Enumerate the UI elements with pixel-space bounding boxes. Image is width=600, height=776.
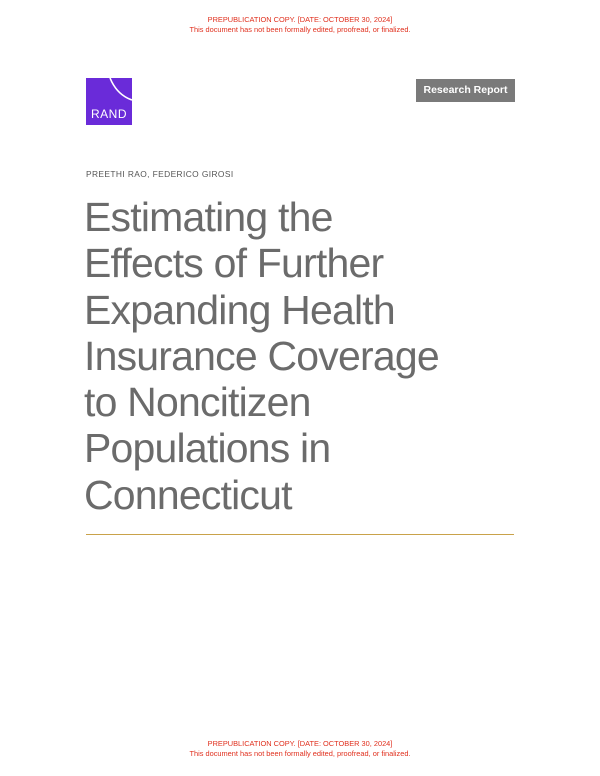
title-line: Populations in: [84, 425, 331, 472]
prepublication-notice-bottom: [0, 739, 600, 758]
notice-line-2: This document has not been formally edited, proofread, or finalized.: [189, 24, 411, 34]
notice-line-2: This document has not been formally edited, proofread, or finalized.: [189, 748, 411, 758]
notice-line-1: PREPUBLICATION COPY. [DATE: OCTOBER 30, 2024]: [207, 739, 393, 748]
title-line: Estimating the: [84, 194, 333, 240]
logo-text: RAND: [90, 107, 127, 121]
rand-logo: [86, 78, 132, 125]
report-title: [84, 194, 524, 518]
title-line: Insurance Coverage: [84, 332, 439, 379]
title-divider: [86, 534, 514, 535]
authors: PREETHI RAO, FEDERICO GIROSI: [86, 169, 234, 179]
notice-line-1: PREPUBLICATION COPY. [DATE: OCTOBER 30, 2024]: [207, 15, 393, 24]
title-line: Effects of Further: [84, 240, 384, 287]
title-line: Expanding Health: [84, 286, 395, 333]
title-line: to Noncitizen: [84, 379, 311, 426]
prepublication-notice-top: [0, 15, 600, 34]
research-report-badge: Research Report: [416, 79, 515, 102]
title-line: Connecticut: [84, 471, 292, 518]
